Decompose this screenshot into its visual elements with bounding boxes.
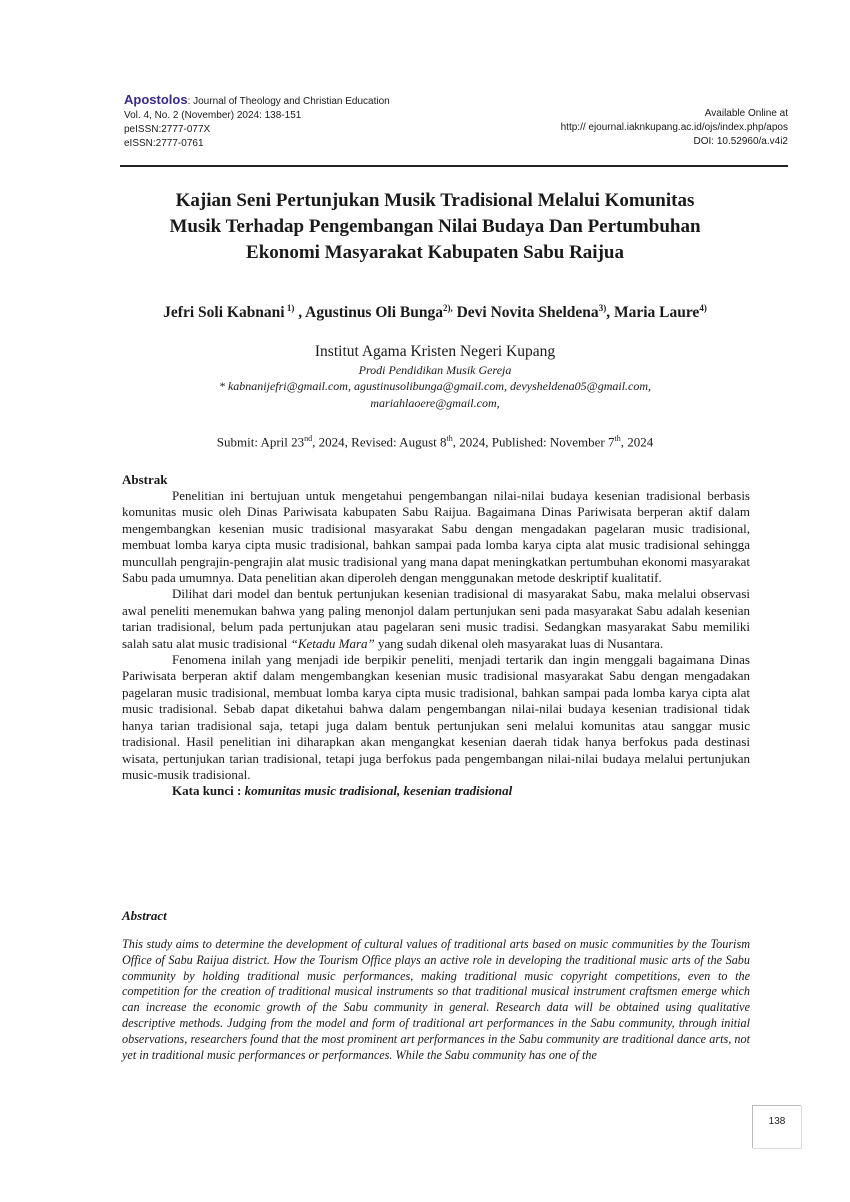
journal-doi[interactable]: DOI: 10.52960/a.v4i2 <box>693 136 788 147</box>
author-name: Devi Novita Sheldena <box>452 304 599 322</box>
email-line: * kabnanijefri@gmail.com, agustinusolibunga@gmail.com, devysheldena05@gmail.com, <box>218 379 652 393</box>
author-emails <box>120 378 750 412</box>
abstrak-paragraph: Penelitian ini bertujuan untuk mengetahui pengembangan nilai-nilai budaya kesenian tradisional berbasis komunitas music oleh Dinas Pariwisata kabupaten Sabu Raijua. Bagaimana Dinas Pariwisata berperan aktif dalam mengembangkan kesenian music tradisional masyarakat Sabu dengan mengadakan pagelaran music tradisional, membuat lomba karya cipta music tradisional, bahkan sampai pada lomba karya cipta alat music tradisional sehingga muncullah pengrajin-pengrajin alat music tradisional yang mana dapat meningkatkan pertumbuhan ekonomi masyarakat Sabu pada umumnya. Data penelitian akan diperoleh dengan menggunakan metode deskriptif kualitatif. <box>122 488 750 586</box>
paragraph-text: yang sudah dikenal oleh masyarakat luas di Nusantara. <box>374 635 664 651</box>
instrument-name: “Ketadu Mara” <box>290 635 375 651</box>
header-divider <box>120 165 788 167</box>
abstrak-heading: Abstrak <box>122 472 168 487</box>
abstrak-paragraph <box>122 586 750 652</box>
author-name: , Agustinus Oli Bunga <box>294 304 443 322</box>
submit-date: Submit: April 23 <box>216 434 305 450</box>
journal-description: : Journal of Theology and Christian Education <box>187 96 390 107</box>
page-number-box <box>752 1105 801 1148</box>
revised-date: , 2024, Revised: August 8 <box>312 434 447 450</box>
keywords <box>122 783 750 799</box>
author-affiliation-mark: 2), <box>442 303 453 313</box>
abstract-heading: Abstract <box>122 908 167 923</box>
available-online-label: Available Online at <box>704 108 788 119</box>
journal-pissn: peISSN:2777-077X <box>124 124 211 135</box>
journal-eissn: eISSN:2777-0761 <box>124 138 204 149</box>
author-name: Jefri Soli Kabnani <box>163 304 285 322</box>
abstrak-body <box>122 488 750 800</box>
submission-dates <box>120 430 750 451</box>
title-line: Ekonomi Masyarakat Kabupaten Sabu Raijua <box>246 242 624 263</box>
journal-info <box>124 93 390 151</box>
department: Prodi Pendidikan Musik Gereja <box>358 363 512 377</box>
institution: Institut Agama Kristen Negeri Kupang <box>314 343 556 360</box>
date-suffix: nd <box>304 434 313 443</box>
paper-title <box>120 188 750 266</box>
keywords-text: komunitas music tradisional, kesenian tradisional <box>244 783 513 799</box>
journal-name: Apostolos <box>124 92 188 107</box>
author-affiliation-mark: 3) <box>598 303 607 313</box>
paragraph-text: Dilihat dari model dan bentuk pertunjukan kesenian tradisional di masyarakat Sabu, maka melalui observasi awal peneliti menemukan bahwa yang paling menonjol dalam pertunjukan seni pada masyarakat Sabu adalah kesenian tarian tradisional, belum pada pertunjukan atau pagelaran seni music tradisi. Sedangkan masyarakat Sabu memiliki salah satu alat music tradisional <box>122 586 750 651</box>
author-name: , Maria Laure <box>606 304 700 322</box>
published-date: , 2024, Published: November 7 <box>452 434 615 450</box>
title-line: Kajian Seni Pertunjukan Musik Tradisional Melalui Komunitas <box>175 190 695 211</box>
email-line: mariahlaoere@gmail.com, <box>370 396 500 410</box>
author-affiliation-mark: 1) <box>284 303 295 313</box>
title-line: Musik Terhadap Pengembangan Nilai Budaya Dan Pertumbuhan <box>169 216 701 237</box>
abstract-body: This study aims to determine the development of cultural values of traditional arts based on music communities by the Tourism Office of Sabu Raijua district. How the Tourism Office plays an active role in developing the traditional music arts of the Sabu community by holding traditional music performances, making traditional music copyright competitions, even to the competition for the creation of traditional musical instruments so that traditional musical instrument craftsmen emerge which can increase the economic growth of the Sabu community in general. Research data will be obtained using qualitative descriptive methods. Judging from the model and form of traditional art performances in the Sabu community, through initial observations, researchers found that the most prominent art performances in the Sabu community are traditional dance arts, not yet in traditional music performances or performances. While the Sabu community has one of the <box>122 937 750 1062</box>
date-suffix: th <box>446 434 453 443</box>
date-suffix: th <box>614 434 621 443</box>
author-list <box>120 298 750 323</box>
journal-header <box>124 93 788 153</box>
journal-volume: Vol. 4, No. 2 (November) 2024: 138-151 <box>124 110 302 121</box>
page-number: 138 <box>768 1116 786 1127</box>
journal-url[interactable]: http:// ejournal.iaknkupang.ac.id/ojs/index.php/apos <box>560 122 788 133</box>
author-affiliation-mark: 4) <box>699 303 707 313</box>
date-tail: , 2024 <box>620 434 654 450</box>
abstrak-paragraph: Fenomena inilah yang menjadi ide berpikir peneliti, menjadi tertarik dan ingin menggali bagaimana Dinas Pariwisata berperan aktif dalam mengembangkan kesenian music tradisional masyarakat Sabu dengan mengadakan pagelaran music tradisional, membuat lomba karya cipta music tradisional, bahkan sampai pada lomba karya cipta alat music tradisional. Sebab dapat diketahui bahwa dalam pengembangan nilai-nilai budaya kesenian tradisional tidak hanya tarian tradisional saja, tetapi juga dalam bentuk pertunjukan seni melalui komunitas atau sanggar music tradisional. Hasil penelitian ini diharapkan akan mengangkat kesenian daerah tidak hanya berfokus pada destinasi wisata, pertunjukan tarian tradisional, tetapi juga berfokus pada pengembangan nilai-nilai budaya melalui pertunjukan music-musik tradisional. <box>122 652 750 782</box>
journal-online-info <box>561 107 788 149</box>
keywords-label: Kata kunci : <box>172 783 245 799</box>
